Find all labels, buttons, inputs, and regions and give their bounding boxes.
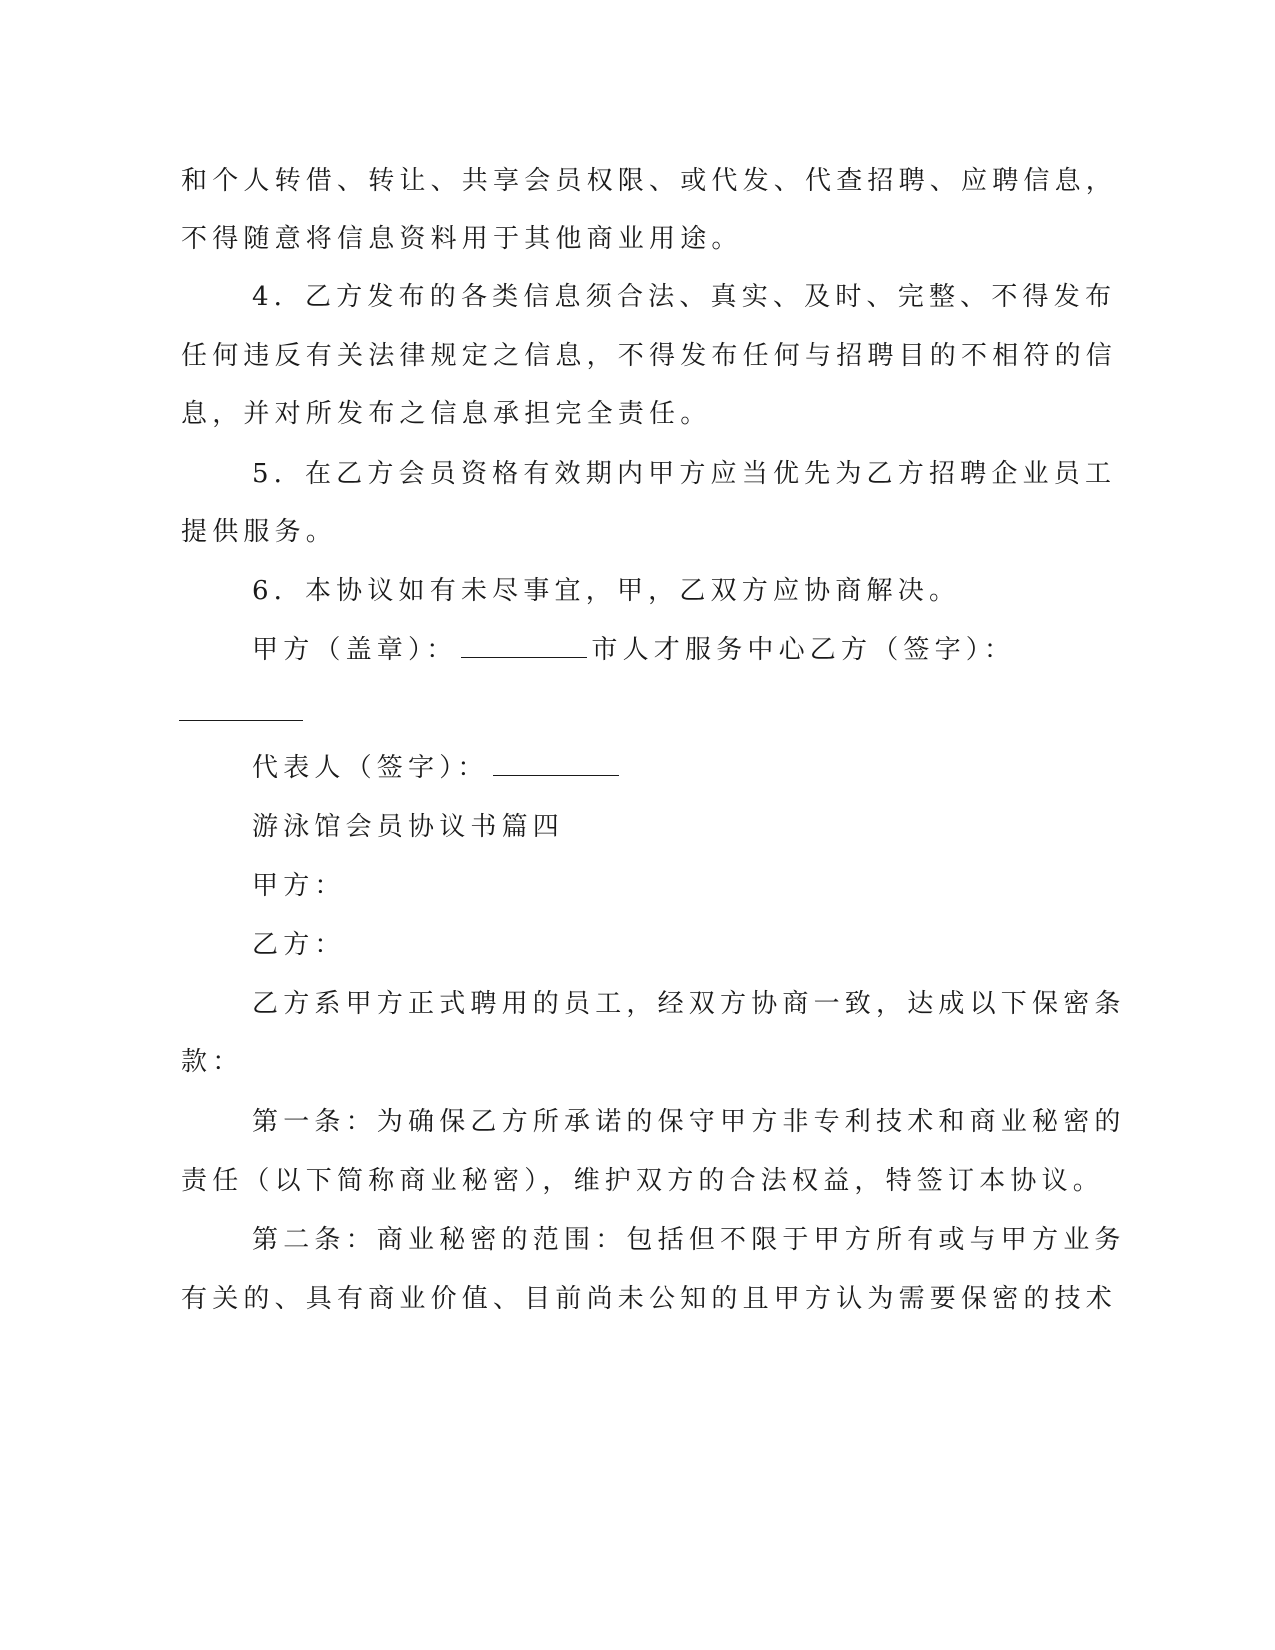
clause-5-line: 5．在乙方会员资格有效期内甲方应当优先为乙方招聘企业员工 [252,459,1117,489]
party-a-suffix: 市人才服务中心乙方（签字）： [591,635,1016,665]
representative-line [252,751,623,785]
party-a-blank [461,633,587,658]
paragraph-line: 乙方系甲方正式聘用的员工，经双方协商一致，达成以下保密条 [252,989,1126,1019]
clause-6-line: 6．本协议如有未尽事宜，甲，乙双方应协商解决。 [252,576,961,606]
paragraph-line: 提供服务。 [181,517,338,547]
paragraph-line: 和个人转借、转让、共享会员权限、或代发、代查招聘、应聘信息， [181,166,1118,196]
party-b-blank [179,694,303,721]
party-a-label: 甲方（盖章）： [252,635,458,665]
article-2-line: 第二条：商业秘密的范围：包括但不限于甲方所有或与甲方业务 [252,1225,1126,1255]
clause-4-line: 4．乙方发布的各类信息须合法、真实、及时、完整、不得发布 [252,282,1117,312]
representative-label: 代表人（签字）： [252,753,489,783]
article-1-line: 第一条：为确保乙方所承诺的保守甲方非专利技术和商业秘密的 [252,1107,1126,1137]
paragraph-line: 息，并对所发布之信息承担完全责任。 [181,399,712,429]
signature-line [252,633,1015,667]
party-a-field: 甲方： [252,871,346,901]
section-title: 游泳馆会员协议书篇四 [252,812,565,842]
paragraph-line: 有关的、具有商业价值、目前尚未公知的且甲方认为需要保密的技术 [181,1284,1118,1314]
paragraph-line: 不得随意将信息资料用于其他商业用途。 [181,224,743,254]
representative-blank [493,751,619,776]
paragraph-line: 任何违反有关法律规定之信息，不得发布任何与招聘目的不相符的信 [181,341,1118,371]
party-b-field: 乙方： [252,930,346,960]
paragraph-line: 责任（以下简称商业秘密），维护双方的合法权益，特签订本协议。 [181,1166,1105,1196]
paragraph-line: 款： [181,1047,244,1077]
